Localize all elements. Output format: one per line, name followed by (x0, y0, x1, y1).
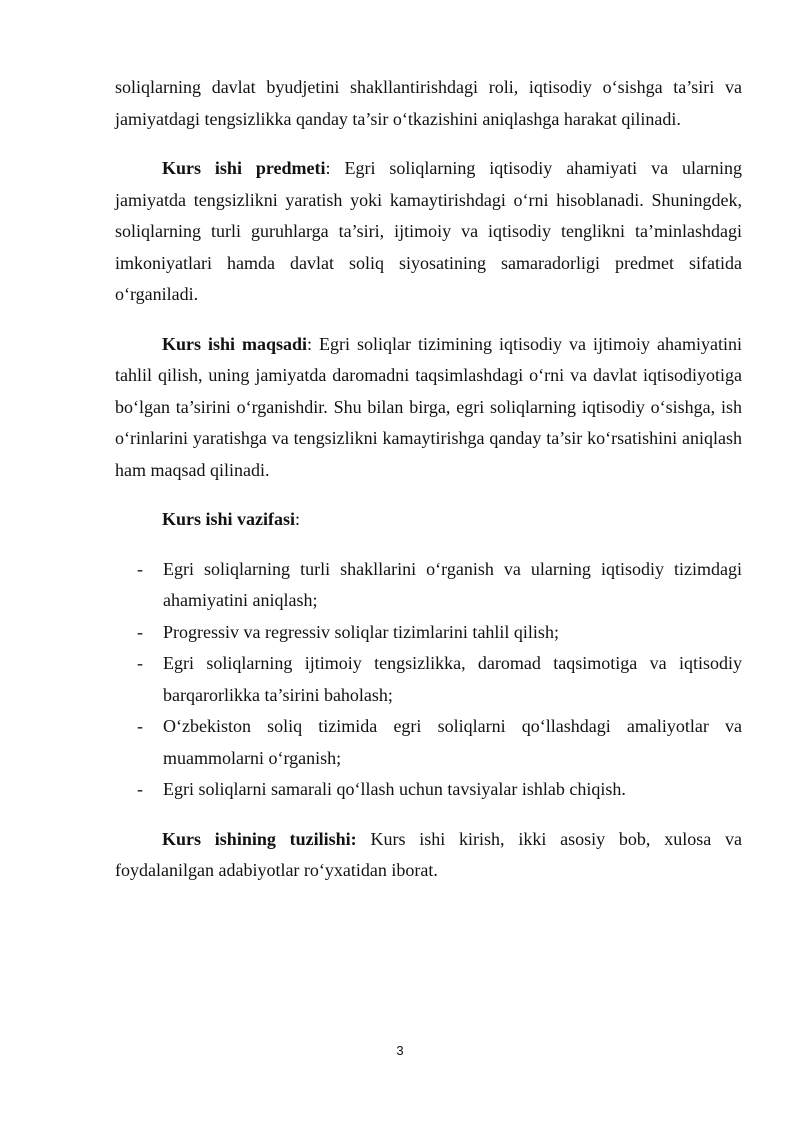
list-item-text: Egri soliqlarning turli shakllarini o‘rganish va ularning iqtisodiy tizimdagi ahamiyatini aniqlash; (163, 558, 742, 610)
list-item (115, 648, 742, 711)
tasks-suffix: : (295, 509, 301, 529)
structure-paragraph (115, 824, 742, 887)
page-number: 3 (396, 1043, 404, 1058)
list-dash: - (137, 716, 143, 736)
list-dash: - (137, 653, 143, 673)
list-item (115, 554, 742, 617)
list-item (115, 617, 742, 649)
tasks-label: Kurs ishi vazifasi (162, 509, 296, 529)
list-item-text: Egri soliqlarni samarali qo‘llash uchun tavsiyalar ishlab chiqish. (163, 779, 626, 799)
intro-paragraph: soliqlarning davlat byudjetini shakllantirishdagi roli, iqtisodiy o‘sishga ta’siri va jamiyatdagi tengsizlikka qanday ta’sir o‘tkazishini aniqlashga harakat qilinadi. (115, 77, 742, 129)
tasks-list (115, 554, 742, 806)
structure-text: Kurs ishi kirish, ikki asosiy bob, xulosa va foydalanilgan adabiyotlar ro‘yxatidan iborat. (115, 828, 742, 880)
subject-label: Kurs ishi predmeti (162, 158, 326, 178)
subject-text: : Egri soliqlarning iqtisodiy ahamiyati va ularning jamiyatda tengsizlikni yaratish yoki kamaytirishdagi o‘rni hisoblanadi. Shuningdek, soliqlarning turli guruhlarga ta’siri, ijtimoiy va iqtisodiy tenglikni ta’minlashdagi imkoniyatlari hamda davlat soliq siyosatining samaradorligi predmet sifatida o‘rganiladi. (115, 158, 742, 304)
list-dash: - (137, 621, 143, 642)
list-item-text: O‘zbekiston soliq tizimida egri soliqlarni qo‘llashdagi amaliyotlar va muammolarni o‘rganish; (163, 716, 742, 768)
list-item-text: Progressiv va regressiv soliqlar tizimlarini tahlil qilish; (163, 621, 559, 642)
goal-paragraph (115, 329, 742, 487)
list-item (115, 711, 742, 774)
subject-paragraph (115, 153, 742, 311)
list-item (115, 774, 742, 806)
goal-label: Kurs ishi maqsadi (162, 333, 308, 354)
tasks-heading (115, 504, 742, 536)
list-item-text: Egri soliqlarning ijtimoiy tengsizlikka, daromad taqsimotiga va iqtisodiy barqarorlikka ta’sirini baholash; (163, 653, 742, 705)
list-dash: - (137, 779, 143, 799)
list-dash: - (137, 558, 143, 579)
goal-text: : Egri soliqlar tizimining iqtisodiy va ijtimoiy ahamiyatini tahlil qilish, uning jamiyatda daromadni taqsimlashdagi o‘rni va davlat iqtisodiyotiga bo‘lgan ta’sirini o‘rganishdir. Shu bilan birga, egri soliqlarning iqtisodiy o‘sishga, ish o‘rinlarini yaratishga va tengsizlikni kamaytirishga qanday ta’sir ko‘rsatishini aniqlash ham maqsad qilinadi. (115, 333, 742, 480)
document-page (115, 72, 742, 887)
structure-label: Kurs ishining tuzilishi: (162, 828, 357, 849)
